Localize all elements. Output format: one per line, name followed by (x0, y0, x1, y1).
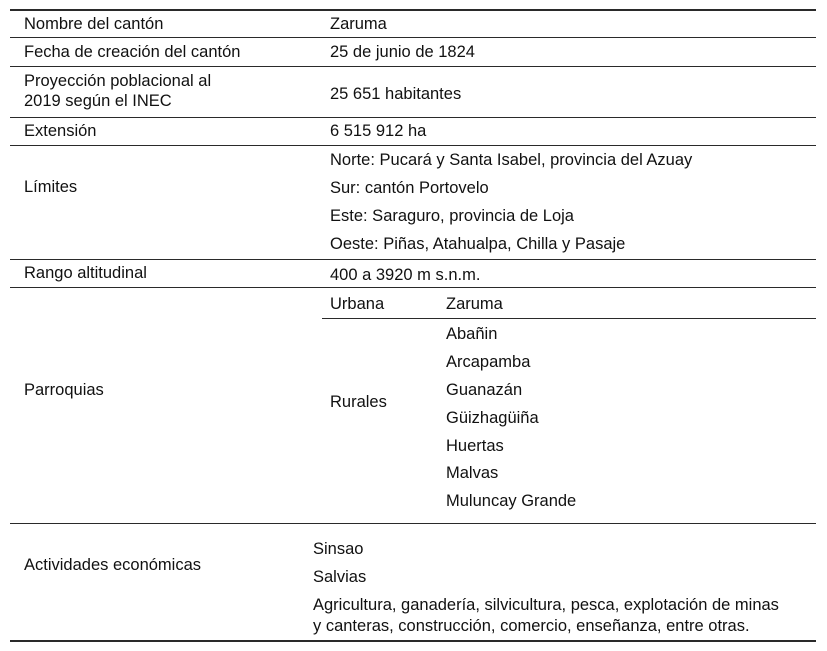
row-value-proyeccion: 25 651 habitantes (330, 85, 462, 103)
row-label-rango: Rango altitudinal (24, 264, 147, 282)
parroquia-rural: Abañin (446, 325, 498, 343)
row-label-fecha: Fecha de creación del cantón (24, 43, 241, 61)
row-divider (10, 117, 816, 118)
row-value-fecha: 25 de junio de 1824 (330, 43, 475, 61)
table-bottom-border (10, 640, 816, 642)
table-top-border (10, 9, 816, 11)
parroquias-rurales-label: Rurales (330, 393, 387, 411)
limites-norte: Norte: Pucará y Santa Isabel, provincia del Azuay (330, 151, 693, 169)
row-value-nombre: Zaruma (330, 15, 387, 33)
row-label-actividades: Actividades económicas (24, 556, 202, 574)
row-divider (10, 37, 816, 38)
parroquias-urbana-label: Urbana (330, 295, 385, 313)
row-divider (10, 523, 816, 524)
limites-sur: Sur: cantón Portovelo (330, 179, 489, 197)
parroquia-rural: Malvas (446, 464, 499, 482)
row-value-extension: 6 515 912 ha (330, 122, 427, 140)
actividad-sinsao: Sinsao (313, 540, 364, 558)
parroquia-rural: Huertas (446, 437, 504, 455)
parroquia-rural: Guanazán (446, 381, 523, 399)
row-label-proyeccion-1: Proyección poblacional al (24, 72, 212, 90)
parroquia-rural: Arcapamba (446, 353, 531, 371)
row-label-parroquias: Parroquias (24, 381, 104, 399)
parroquias-sub-divider (322, 318, 816, 319)
row-label-nombre: Nombre del cantón (24, 15, 164, 33)
parroquias-urbana-value: Zaruma (446, 295, 503, 313)
actividad-descripcion-2: y canteras, construcción, comercio, enseñanza, entre otras. (313, 617, 750, 635)
row-divider (10, 287, 816, 288)
parroquia-rural: Güizhagüiña (446, 409, 539, 427)
row-label-extension: Extensión (24, 122, 97, 140)
parroquia-rural: Muluncay Grande (446, 492, 577, 510)
row-label-proyeccion-2: 2019 según el INEC (24, 92, 172, 110)
row-divider (10, 259, 816, 260)
row-divider (10, 66, 816, 67)
limites-oeste: Oeste: Piñas, Atahualpa, Chilla y Pasaje (330, 235, 626, 253)
limites-este: Este: Saraguro, provincia de Loja (330, 207, 574, 225)
row-label-limites: Límites (24, 178, 78, 196)
actividad-descripcion-1: Agricultura, ganadería, silvicultura, pesca, explotación de minas (313, 596, 779, 614)
actividad-salvias: Salvias (313, 568, 367, 586)
row-divider (10, 145, 816, 146)
row-value-rango: 400 a 3920 m s.n.m. (330, 266, 481, 284)
